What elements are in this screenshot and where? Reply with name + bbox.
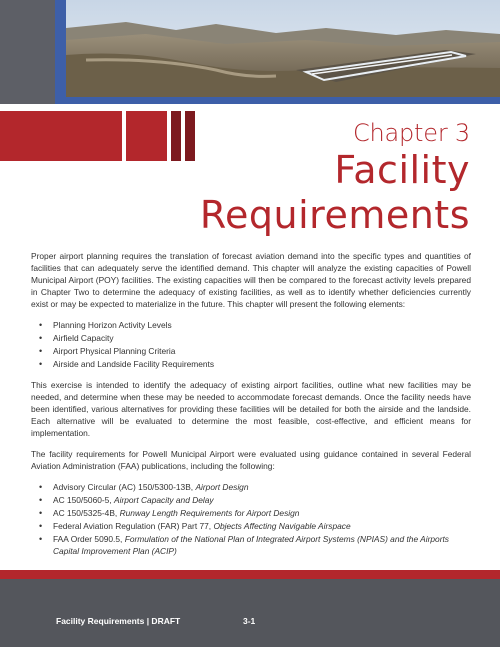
chapter-title-line-2: Requirements [199, 193, 470, 237]
list-item: • AC 150/5060-5, Airport Capacity and Delay [31, 494, 471, 506]
decor-red-block-1 [0, 111, 122, 161]
publications-list [31, 481, 471, 557]
list-item: • Planning Horizon Activity Levels [31, 319, 471, 331]
list-item: • FAA Order 5090.5, Formulation of the National Plan of Integrated Airport Systems (NPIAS) and the Airports Capital Improvement Plan (ACIP) [31, 533, 471, 557]
decor-red-block-2 [126, 111, 167, 161]
decor-red-bar-2 [185, 111, 195, 161]
exercise-paragraph: This exercise is intended to identify the adequacy of existing airport facilities, outline what new facilities may be needed, and determine when these may be needed to accommodate forecast demands. Once the facility needs have been identified, various alternatives for providing these facilities will be detailed for both the airside and the landside. Each alternative will be evaluated to determine the most feasible, cost-effective, and efficient means for implementation. [31, 380, 471, 438]
list-item: • Airside and Landside Facility Requirements [31, 358, 471, 370]
chapter-title [200, 118, 470, 238]
footer-red-stripe [0, 570, 500, 579]
chapter-title-line-1: Facility [334, 148, 470, 192]
page-number: 3-1 [243, 616, 256, 626]
list-item: • Federal Aviation Regulation (FAR) Part 77, Objects Affecting Navigable Airspace [31, 520, 471, 532]
chapter-number: Chapter 3 [352, 119, 470, 147]
airport-aerial-image [66, 0, 500, 97]
elements-list [31, 319, 471, 370]
list-item: • AC 150/5325-4B, Runway Length Requirements for Airport Design [31, 507, 471, 519]
header-side-band [0, 0, 55, 104]
decor-red-bar-1 [171, 111, 181, 161]
list-item: • Airport Physical Planning Criteria [31, 345, 471, 357]
list-item: • Airfield Capacity [31, 332, 471, 344]
header-landscape-photo [66, 0, 500, 97]
intro-paragraph: Proper airport planning requires the translation of forecast aviation demand into the specific types and quantities of facilities that can adequately serve the identified demand. This chapter will analyze the existing capacities of Powell Municipal Airport (POY) facilities. The existing capacities will then be compared to the forecast activity levels prepared in Chapter Two to determine the adequacy of existing facilities, as well as to identify whether deficiencies currently exist or may be expected to materialize in the future. This chapter will present the following elements: [31, 251, 471, 309]
guidance-paragraph: The facility requirements for Powell Municipal Airport were evaluated using guidance contained in several Federal Aviation Administration (FAA) publications, including the following: [31, 449, 471, 471]
footer-section-label: Facility Requirements | DRAFT [56, 616, 181, 626]
list-item: • Advisory Circular (AC) 150/5300-13B, Airport Design [31, 481, 471, 493]
body-text [31, 250, 471, 566]
page-footer [0, 579, 500, 647]
